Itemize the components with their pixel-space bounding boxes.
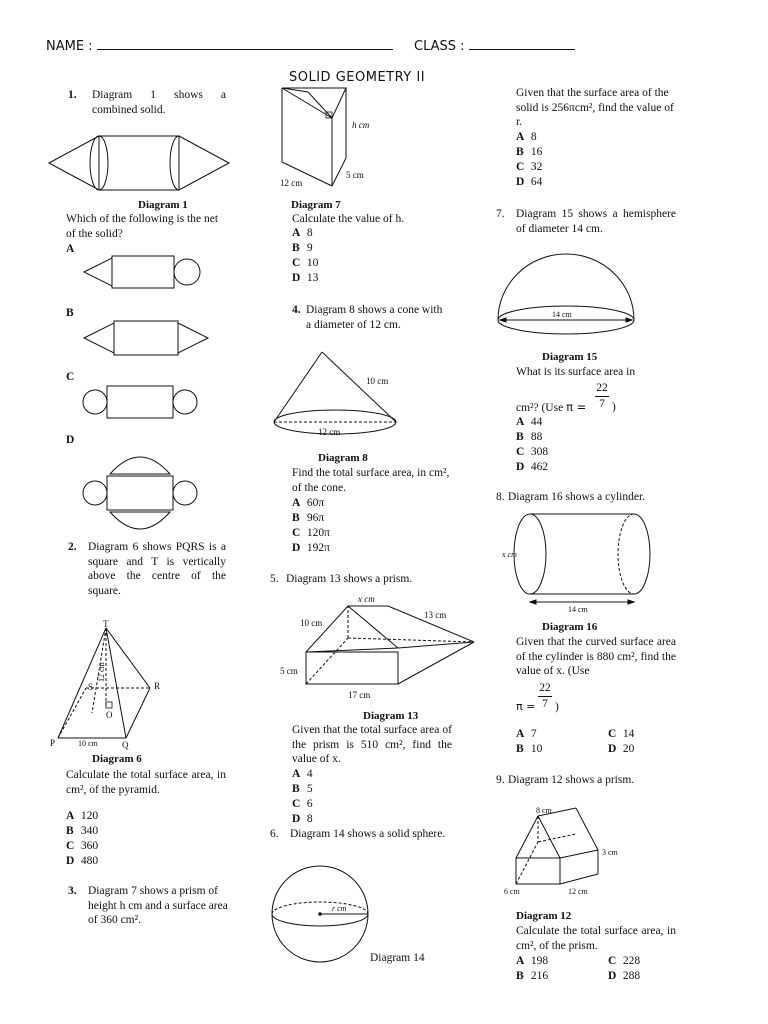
- q4-number: 4.: [292, 304, 301, 316]
- q8-option-a[interactable]: A 7: [516, 728, 537, 740]
- label-3cm: 3 cm: [602, 848, 618, 857]
- q8-prompt: Given that the curved surface area of the cylinder is 880 cm², find the value of x. (Use: [516, 636, 676, 677]
- q8-pi: π =: [516, 700, 536, 713]
- label-14cm: 14 cm: [568, 605, 588, 614]
- label-14cm: 14 cm: [552, 310, 572, 319]
- class-field[interactable]: [414, 37, 575, 54]
- label-q: Q: [122, 740, 129, 750]
- q1-diagram: [44, 130, 234, 196]
- q5-prism-diagram: [278, 592, 482, 704]
- q7-options: [516, 415, 548, 475]
- q3-number: 3.: [68, 885, 77, 897]
- q8-cylinder-diagram: [502, 508, 658, 616]
- q8-caption: Diagram 16: [542, 621, 598, 633]
- q2-option-a[interactable]: A 120: [66, 810, 99, 822]
- q7-text: Diagram 15 shows a hemisphere of diameter 14 cm.: [516, 208, 676, 235]
- q5-options: [292, 767, 313, 827]
- left-cone: [49, 136, 99, 190]
- q5-option-c[interactable]: C 6: [292, 798, 313, 810]
- q2-option-d[interactable]: D 480: [66, 855, 99, 867]
- page-title: SOLID GEOMETRY II: [289, 70, 426, 85]
- q7-hemisphere-diagram: [494, 248, 638, 344]
- label-r: r cm: [332, 904, 347, 913]
- q7-fraction: 22 7: [596, 382, 608, 410]
- q6-sphere-diagram: [268, 862, 372, 966]
- q9-option-c[interactable]: C 228: [608, 955, 641, 967]
- q5-prompt: Given that the total surface area of the prism is 510 cm², find the value of x.: [292, 724, 452, 765]
- right-cone: [179, 136, 229, 190]
- q3-text: Diagram 7 shows a prism of height h cm and a surface area of 360 cm².: [88, 885, 228, 926]
- label-diameter: 12 cm: [318, 427, 341, 437]
- label-r: R: [154, 681, 161, 691]
- q8-fraction: 22 7: [539, 682, 551, 710]
- q2-option-b[interactable]: B 340: [66, 825, 99, 837]
- label-t: T: [103, 619, 109, 629]
- q4-caption: Diagram 8: [318, 452, 368, 464]
- q6-caption: Diagram 14: [370, 952, 425, 964]
- q6-text: Diagram 14 shows a solid sphere.: [290, 828, 446, 840]
- q7-option-b[interactable]: B 88: [516, 431, 543, 443]
- label-base: 10 cm: [78, 739, 98, 748]
- q8-option-d[interactable]: D 20: [608, 743, 635, 755]
- label-6cm: 6 cm: [504, 887, 520, 896]
- q4-option-b[interactable]: B 96π: [292, 512, 325, 524]
- q3-options: [292, 226, 318, 286]
- q8-number: 8.: [496, 491, 505, 503]
- q1-option-b-label[interactable]: B: [66, 307, 74, 319]
- q4-option-a[interactable]: A 60π: [292, 497, 325, 509]
- q7-option-d[interactable]: D 462: [516, 461, 549, 473]
- label-height: 12 cm: [97, 662, 106, 682]
- q3-option-a[interactable]: A 8: [292, 227, 313, 239]
- net-c-diagram[interactable]: [80, 383, 210, 421]
- q9-options: [516, 954, 676, 984]
- q8-options: [516, 727, 676, 757]
- q4-cone-diagram: [270, 346, 410, 442]
- q8-close: ): [555, 701, 559, 713]
- q3-option-c[interactable]: C 10: [292, 257, 319, 269]
- q8-text: Diagram 16 shows a cylinder.: [508, 491, 646, 503]
- q4-prompt: Find the total surface area, in cm², of the cone.: [292, 467, 450, 494]
- q2-caption: Diagram 6: [92, 753, 142, 765]
- q3-caption: Diagram 7: [291, 199, 341, 211]
- name-label: NAME :: [46, 39, 93, 54]
- name-blank[interactable]: [97, 37, 393, 50]
- q1-text: Diagram 1 shows a combined solid.: [92, 89, 226, 116]
- q1-number: 1.: [68, 89, 77, 101]
- q2-number: 2.: [68, 541, 77, 553]
- q9-option-b[interactable]: B 216: [516, 970, 549, 982]
- q5-option-b[interactable]: B 5: [292, 783, 313, 795]
- q4-option-d[interactable]: D 192π: [292, 542, 330, 554]
- q9-number: 9.: [496, 774, 505, 786]
- label-slant: 10 cm: [366, 376, 389, 386]
- q4-option-c[interactable]: C 120π: [292, 527, 330, 539]
- q9-option-a[interactable]: A 198: [516, 955, 549, 967]
- q6-prompt: Given that the surface area of the solid is 256πcm², find the value of r.: [516, 87, 674, 128]
- q6-option-a[interactable]: A 8: [516, 131, 537, 143]
- net-b-diagram[interactable]: [80, 318, 216, 358]
- q4-options: [292, 496, 330, 556]
- q2-pyramid-diagram: [50, 618, 180, 750]
- label-13cm: 13 cm: [424, 610, 447, 620]
- q8-option-c[interactable]: C 14: [608, 728, 635, 740]
- q3-option-d[interactable]: D 13: [292, 272, 319, 284]
- label-8cm: 8 cm: [536, 806, 552, 815]
- q1-option-c-label[interactable]: C: [66, 371, 75, 383]
- q5-option-d[interactable]: D 8: [292, 813, 313, 825]
- q3-option-b[interactable]: B 9: [292, 242, 313, 254]
- q7-option-a[interactable]: A 44: [516, 416, 543, 428]
- q4-text: Diagram 8 shows a cone with a diameter of 12 cm.: [306, 304, 443, 331]
- q1-option-d-label[interactable]: D: [66, 434, 75, 446]
- q7-unit-line: cm²? (Use π =: [516, 400, 587, 414]
- q5-number: 5.: [270, 573, 279, 585]
- label-5cm: 5 cm: [346, 170, 364, 180]
- q9-prism-diagram: [502, 800, 632, 904]
- q6-option-c[interactable]: C 32: [516, 161, 543, 173]
- label-5cm: 5 cm: [280, 666, 298, 676]
- q5-option-a[interactable]: A 4: [292, 768, 313, 780]
- q9-prompt: Calculate the total surface area, in cm², of the prism.: [516, 925, 676, 952]
- q9-text: Diagram 12 shows a prism.: [508, 774, 635, 786]
- q6-option-d[interactable]: D 64: [516, 176, 543, 188]
- label-s: S: [88, 682, 94, 692]
- label-x: x cm: [358, 594, 375, 604]
- name-field[interactable]: [46, 37, 393, 54]
- q1-caption: Diagram 1: [138, 199, 188, 211]
- q7-prompt: What is its surface area in: [516, 366, 636, 378]
- q1-option-a-label[interactable]: A: [66, 243, 75, 255]
- q2-prompt: Calculate the total surface area, in cm², of the pyramid.: [66, 769, 226, 796]
- q9-option-d[interactable]: D 288: [608, 970, 641, 982]
- label-p: P: [50, 738, 56, 748]
- q7-number: 7.: [496, 208, 505, 220]
- q8-option-b[interactable]: B 10: [516, 743, 543, 755]
- label-x: x cm: [502, 550, 517, 559]
- q7-option-c[interactable]: C 308: [516, 446, 549, 458]
- q9-caption: Diagram 12: [516, 910, 572, 922]
- q1-prompt: Which of the following is the net of the solid?: [66, 213, 219, 240]
- class-blank[interactable]: [469, 37, 575, 50]
- q7-close: ): [612, 401, 616, 413]
- q2-text: Diagram 6 shows PQRS is a square and T is vertically above the centre of the square.: [88, 541, 226, 597]
- label-h: h cm: [352, 120, 370, 130]
- label-12cm: 12 cm: [568, 887, 588, 896]
- label-12cm: 12 cm: [280, 178, 303, 188]
- class-label: CLASS :: [414, 39, 465, 54]
- q6-options: [516, 130, 542, 190]
- q2-options: [66, 809, 98, 869]
- q6-option-b[interactable]: B 16: [516, 146, 543, 158]
- net-a-diagram[interactable]: [80, 254, 206, 290]
- q3-prism-diagram: [276, 86, 388, 190]
- q5-text: Diagram 13 shows a prism.: [286, 573, 413, 585]
- q5-caption: Diagram 13: [363, 710, 419, 722]
- net-d-diagram[interactable]: [80, 446, 210, 542]
- q2-option-c[interactable]: C 360: [66, 840, 99, 852]
- q3-prompt: Calculate the value of h.: [292, 213, 405, 225]
- q7-caption: Diagram 15: [542, 351, 598, 363]
- label-o: O: [106, 710, 113, 720]
- q6-number: 6.: [270, 828, 279, 840]
- label-17cm: 17 cm: [348, 690, 371, 700]
- label-10cm: 10 cm: [300, 618, 323, 628]
